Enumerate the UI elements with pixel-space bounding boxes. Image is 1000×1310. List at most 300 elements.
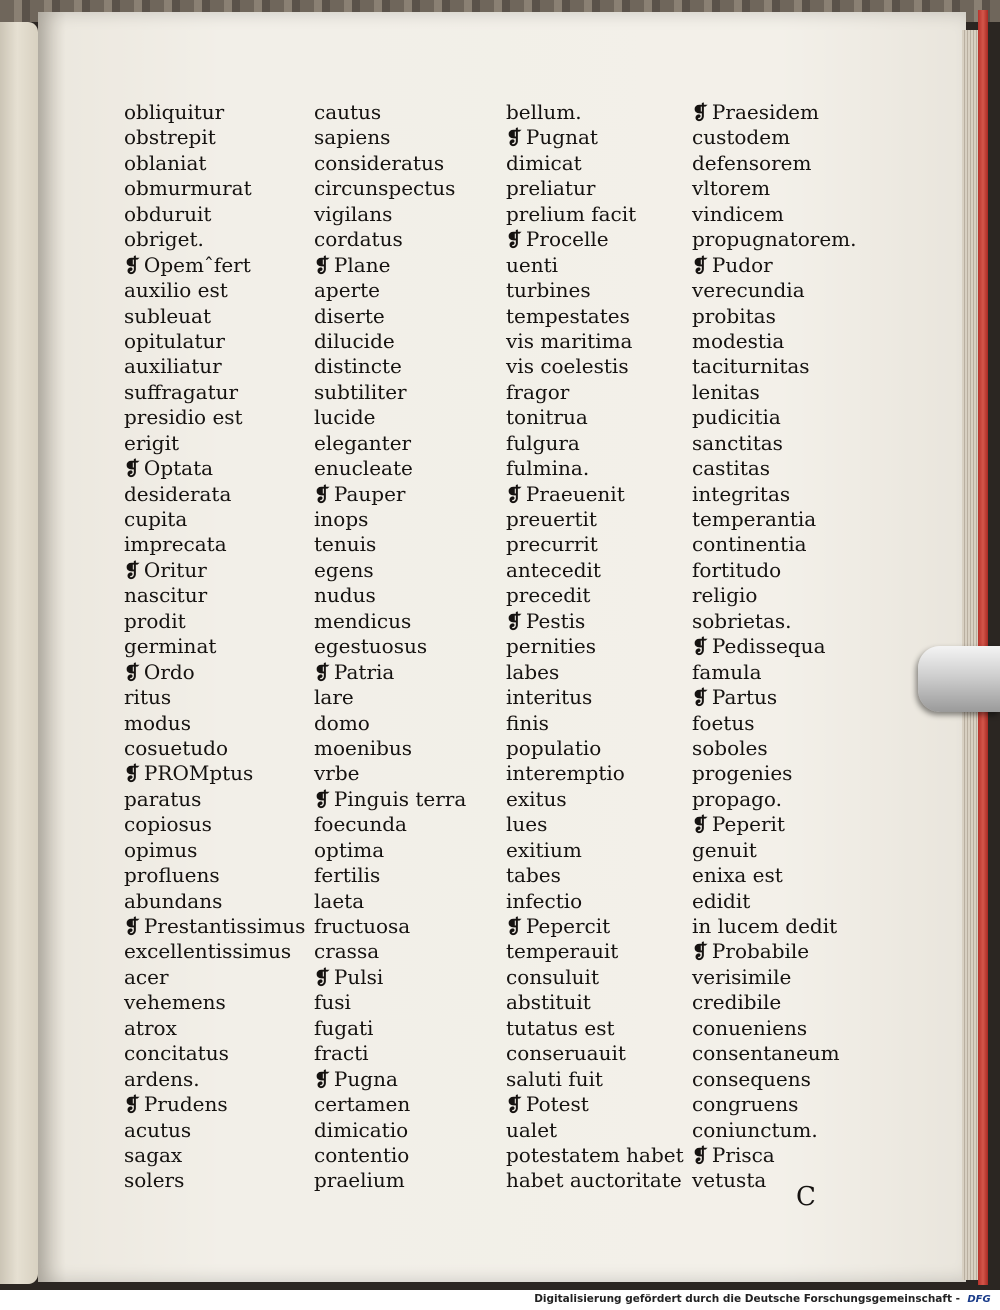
- word-text: populatio: [506, 735, 602, 760]
- word-entry: [124, 787, 305, 812]
- word-text: lues: [506, 812, 548, 837]
- word-text: auxilio est: [124, 278, 228, 303]
- word-text: vltorem: [692, 176, 771, 201]
- heading-entry: [124, 660, 305, 685]
- word-text: foetus: [692, 710, 755, 735]
- word-entry: [692, 863, 857, 888]
- pilcrow-icon: ❡: [692, 636, 708, 659]
- word-entry: [506, 1067, 684, 1092]
- word-entry: [692, 558, 857, 583]
- word-text: obliquitur: [124, 100, 225, 124]
- word-text: foecunda: [314, 812, 407, 837]
- word-entry: [506, 329, 684, 354]
- heading-entry: [506, 914, 684, 939]
- word-entry: [692, 354, 857, 379]
- word-text: preuertit: [506, 507, 597, 531]
- word-text: inops: [314, 507, 369, 531]
- word-text: obmurmurat: [124, 176, 252, 201]
- word-text: pudicitia: [692, 405, 781, 430]
- word-entry: [314, 1118, 466, 1143]
- word-entry: [506, 304, 684, 329]
- word-entry: [692, 532, 857, 557]
- word-entry: [692, 711, 857, 736]
- word-text: fusi: [314, 990, 351, 1015]
- word-entry: [314, 507, 466, 532]
- word-text: fracti: [314, 1041, 369, 1066]
- word-entry: [314, 227, 466, 252]
- pilcrow-icon: ❡: [506, 229, 522, 252]
- word-text: fragor: [506, 379, 570, 404]
- word-entry: [506, 405, 684, 430]
- word-entry: [692, 914, 857, 939]
- word-entry: [314, 1143, 466, 1168]
- word-entry: [124, 889, 305, 914]
- word-entry: [506, 685, 684, 710]
- word-text: cautus: [314, 100, 382, 124]
- word-text: consideratus: [314, 150, 445, 175]
- pilcrow-icon: ❡: [314, 788, 330, 811]
- word-entry: [124, 838, 305, 863]
- dfg-logo-icon: DFG: [964, 1293, 994, 1306]
- pilcrow-icon: ❡: [124, 661, 140, 684]
- pilcrow-icon: ❡: [506, 1094, 522, 1117]
- word-entry: [124, 1168, 305, 1193]
- word-entry: [506, 431, 684, 456]
- word-text: suffragatur: [124, 379, 239, 404]
- word-entry: [124, 151, 305, 176]
- word-entry: [692, 380, 857, 405]
- word-text: concitatus: [124, 1041, 229, 1066]
- word-entry: [692, 1016, 857, 1041]
- signature-mark: C: [796, 1182, 816, 1212]
- word-text: domo: [314, 710, 370, 735]
- word-text: exitus: [506, 786, 567, 811]
- heading-entry: [124, 1092, 305, 1117]
- word-entry: [124, 609, 305, 634]
- heading-entry: [314, 660, 466, 685]
- word-text: Optata: [143, 456, 214, 481]
- word-text: preliatur: [506, 176, 596, 201]
- word-text: verisimile: [692, 964, 792, 989]
- word-entry: [692, 202, 857, 227]
- word-text: exitium: [506, 837, 582, 862]
- word-entry: [506, 558, 684, 583]
- word-text: distincte: [314, 354, 402, 379]
- word-text: obstrepit: [124, 125, 216, 150]
- word-entry: [692, 583, 857, 608]
- word-entry: [124, 100, 305, 125]
- word-text: Plane: [333, 252, 391, 277]
- word-text: propago.: [692, 786, 782, 811]
- word-text: nudus: [314, 583, 376, 608]
- pilcrow-icon: ❡: [124, 763, 140, 786]
- heading-entry: [692, 1143, 857, 1168]
- word-entry: [124, 939, 305, 964]
- word-entry: [506, 1016, 684, 1041]
- pilcrow-icon: ❡: [692, 941, 708, 964]
- heading-entry: [692, 253, 857, 278]
- word-text: vis maritima: [506, 328, 633, 353]
- word-entry: [314, 939, 466, 964]
- word-text: precurrit: [506, 532, 598, 557]
- word-text: genuit: [692, 837, 757, 862]
- word-text: sanctitas: [692, 430, 783, 455]
- word-text: Pugna: [333, 1066, 398, 1091]
- word-entry: [692, 1041, 857, 1066]
- word-text: subleuat: [124, 303, 212, 328]
- word-entry: [124, 863, 305, 888]
- word-entry: [124, 532, 305, 557]
- word-text: vrbe: [314, 761, 360, 786]
- word-text: Pestis: [525, 608, 586, 633]
- word-entry: [692, 329, 857, 354]
- word-entry: [314, 889, 466, 914]
- word-text: Pudor: [711, 252, 773, 277]
- word-entry: [124, 634, 305, 659]
- word-column-2: [314, 100, 466, 1194]
- word-text: Probabile: [711, 939, 810, 964]
- word-text: habet auctoritate: [506, 1168, 682, 1193]
- word-entry: [692, 965, 857, 990]
- word-text: verecundia: [692, 278, 805, 303]
- word-text: saluti fuit: [506, 1066, 603, 1091]
- word-text: Peperit: [711, 812, 785, 837]
- word-text: Procelle: [525, 227, 609, 252]
- heading-entry: [314, 482, 466, 507]
- heading-entry: [692, 634, 857, 659]
- word-entry: [506, 660, 684, 685]
- word-text: Pedissequa: [711, 634, 826, 659]
- word-column-3: [506, 100, 684, 1194]
- word-text: potestatem habet: [506, 1142, 684, 1167]
- word-text: lucide: [314, 405, 376, 430]
- word-entry: [314, 202, 466, 227]
- word-text: auxiliatur: [124, 354, 222, 379]
- heading-entry: [692, 100, 857, 125]
- pilcrow-icon: ❡: [314, 483, 330, 506]
- word-text: profluens: [124, 863, 220, 888]
- word-text: cupita: [124, 507, 188, 531]
- word-text: propugnatorem.: [692, 227, 857, 252]
- word-entry: [124, 990, 305, 1015]
- word-text: egestuosus: [314, 634, 428, 659]
- word-text: sagax: [124, 1142, 183, 1167]
- word-text: infectio: [506, 888, 583, 913]
- word-entry: [124, 736, 305, 761]
- word-entry: [506, 939, 684, 964]
- word-entry: [692, 838, 857, 863]
- word-text: custodem: [692, 125, 791, 150]
- word-text: diserte: [314, 303, 385, 328]
- word-entry: [124, 1016, 305, 1041]
- heading-entry: [124, 253, 305, 278]
- word-text: fulgura: [506, 430, 580, 455]
- word-text: cosuetudo: [124, 735, 228, 760]
- word-text: dimicatio: [314, 1117, 409, 1142]
- word-text: circunspectus: [314, 176, 456, 201]
- word-entry: [506, 202, 684, 227]
- word-text: coniunctum.: [692, 1117, 818, 1142]
- word-text: oblaniat: [124, 150, 207, 175]
- facing-page-edge: [0, 22, 38, 1284]
- word-text: egens: [314, 557, 374, 582]
- word-entry: [124, 329, 305, 354]
- word-entry: [692, 736, 857, 761]
- word-text: lare: [314, 685, 354, 710]
- heading-entry: [314, 253, 466, 278]
- pilcrow-icon: ❡: [124, 254, 140, 277]
- word-entry: [314, 761, 466, 786]
- word-text: desiderata: [124, 481, 232, 506]
- word-text: crassa: [314, 939, 380, 964]
- word-text: copiosus: [124, 812, 212, 837]
- word-entry: [124, 354, 305, 379]
- word-text: presidio est: [124, 405, 243, 430]
- word-entry: [506, 736, 684, 761]
- pilcrow-icon: ❡: [124, 916, 140, 938]
- word-text: temperauit: [506, 939, 619, 964]
- heading-entry: [506, 482, 684, 507]
- word-entry: [124, 685, 305, 710]
- word-entry: [314, 151, 466, 176]
- word-entry: [314, 736, 466, 761]
- word-entry: [506, 965, 684, 990]
- pilcrow-icon: ❡: [692, 254, 708, 277]
- word-entry: [506, 787, 684, 812]
- word-entry: [506, 507, 684, 532]
- word-text: Pauper: [333, 481, 406, 506]
- pilcrow-icon: ❡: [314, 966, 330, 989]
- word-text: eleganter: [314, 430, 412, 455]
- page-clamp: [918, 646, 1000, 712]
- word-entry: [506, 151, 684, 176]
- word-text: prodit: [124, 608, 186, 633]
- heading-entry: [506, 1092, 684, 1117]
- pilcrow-icon: ❡: [506, 127, 522, 150]
- pilcrow-icon: ❡: [692, 814, 708, 837]
- word-text: imprecata: [124, 532, 227, 557]
- word-text: uenti: [506, 252, 559, 277]
- word-text: Potest: [525, 1092, 589, 1117]
- footer-credit: Digitalisierung gefördert durch die Deutsche Forschungsgemeinschaft -: [534, 1293, 960, 1305]
- word-entry: [692, 456, 857, 481]
- word-entry: [124, 1143, 305, 1168]
- word-text: famula: [692, 659, 762, 684]
- word-text: erigit: [124, 430, 180, 455]
- word-text: dimicat: [506, 150, 582, 175]
- word-entry: [124, 711, 305, 736]
- pilcrow-icon: ❡: [124, 458, 140, 481]
- word-entry: [124, 380, 305, 405]
- word-entry: [314, 711, 466, 736]
- word-text: consuluit: [506, 964, 599, 989]
- word-text: congruens: [692, 1092, 799, 1117]
- word-text: taciturnitas: [692, 354, 810, 379]
- word-entry: [506, 176, 684, 201]
- word-entry: [314, 990, 466, 1015]
- word-entry: [506, 583, 684, 608]
- word-entry: [314, 812, 466, 837]
- word-entry: [692, 1118, 857, 1143]
- word-text: tutatus est: [506, 1015, 615, 1040]
- word-entry: [506, 380, 684, 405]
- pilcrow-icon: ❡: [506, 483, 522, 506]
- word-entry: [124, 278, 305, 303]
- word-text: atrox: [124, 1015, 177, 1040]
- word-text: tonitrua: [506, 405, 588, 430]
- word-text: laeta: [314, 888, 365, 913]
- word-entry: [506, 634, 684, 659]
- word-entry: [314, 863, 466, 888]
- pilcrow-icon: ❡: [124, 1094, 140, 1117]
- word-entry: [692, 482, 857, 507]
- word-text: Pinguis terra: [333, 786, 467, 811]
- word-entry: [692, 609, 857, 634]
- word-entry: [506, 1041, 684, 1066]
- pilcrow-icon: ❡: [692, 102, 708, 124]
- word-entry: [692, 405, 857, 430]
- word-entry: [692, 1092, 857, 1117]
- word-entry: [314, 380, 466, 405]
- word-entry: [692, 151, 857, 176]
- word-text: excellentissimus: [124, 939, 292, 964]
- heading-entry: [314, 787, 466, 812]
- word-entry: [314, 914, 466, 939]
- word-text: enixa est: [692, 863, 783, 888]
- word-text: fugati: [314, 1015, 374, 1040]
- word-text: opitulatur: [124, 328, 225, 353]
- word-entry: [692, 889, 857, 914]
- word-column-4: [692, 100, 857, 1194]
- word-entry: [506, 278, 684, 303]
- heading-entry: [506, 227, 684, 252]
- word-entry: [692, 278, 857, 303]
- heading-entry: [692, 939, 857, 964]
- pilcrow-icon: ❡: [314, 1068, 330, 1091]
- word-entry: [506, 1118, 684, 1143]
- word-entry: [314, 558, 466, 583]
- word-text: integritas: [692, 481, 791, 506]
- word-text: mendicus: [314, 608, 412, 633]
- word-text: cordatus: [314, 227, 403, 252]
- word-entry: [124, 1067, 305, 1092]
- word-text: PROMptus: [143, 761, 254, 786]
- pilcrow-icon: ❡: [692, 1144, 708, 1167]
- word-entry: [506, 990, 684, 1015]
- word-entry: [506, 354, 684, 379]
- pilcrow-icon: ❡: [692, 687, 708, 710]
- word-entry: [314, 1168, 466, 1193]
- word-entry: [314, 278, 466, 303]
- word-text: paratus: [124, 786, 202, 811]
- word-entry: [124, 1118, 305, 1143]
- word-entry: [314, 176, 466, 201]
- word-text: interemptio: [506, 761, 625, 786]
- word-text: modestia: [692, 328, 785, 353]
- word-text: consequens: [692, 1066, 811, 1091]
- word-text: finis: [506, 710, 549, 735]
- word-entry: [692, 125, 857, 150]
- word-text: Prestantissimus: [143, 914, 306, 938]
- word-text: abstituit: [506, 990, 591, 1015]
- word-entry: [314, 1016, 466, 1041]
- word-text: opimus: [124, 837, 198, 862]
- word-entry: [314, 1092, 466, 1117]
- word-entry: [506, 532, 684, 557]
- word-entry: [314, 431, 466, 456]
- word-text: credibile: [692, 990, 782, 1015]
- word-text: aperte: [314, 278, 380, 303]
- word-text: ritus: [124, 685, 172, 710]
- word-entry: [506, 812, 684, 837]
- word-entry: [124, 227, 305, 252]
- word-entry: [692, 304, 857, 329]
- word-text: tempestates: [506, 303, 630, 328]
- word-entry: [124, 1041, 305, 1066]
- word-text: vis coelestis: [506, 354, 629, 379]
- word-text: castitas: [692, 456, 771, 481]
- word-entry: [692, 431, 857, 456]
- word-text: enucleate: [314, 456, 413, 481]
- word-text: Prisca: [711, 1142, 775, 1167]
- word-text: Partus: [711, 685, 778, 710]
- word-entry: [314, 100, 466, 125]
- word-entry: [692, 176, 857, 201]
- word-text: religio: [692, 583, 758, 608]
- word-text: vehemens: [124, 990, 226, 1015]
- word-text: interitus: [506, 685, 593, 710]
- word-entry: [506, 456, 684, 481]
- word-text: Praesidem: [711, 100, 819, 124]
- word-entry: [506, 1143, 684, 1168]
- word-text: moenibus: [314, 735, 413, 760]
- word-text: tabes: [506, 863, 561, 888]
- word-text: soboles: [692, 735, 768, 760]
- word-text: edidit: [692, 888, 751, 913]
- word-entry: [692, 507, 857, 532]
- word-text: Prudens: [143, 1092, 228, 1117]
- word-text: fertilis: [314, 863, 381, 888]
- word-text: obriget.: [124, 227, 204, 252]
- heading-entry: [124, 914, 305, 939]
- pilcrow-icon: ❡: [124, 559, 140, 582]
- word-text: praelium: [314, 1168, 405, 1193]
- word-entry: [124, 482, 305, 507]
- word-entry: [314, 354, 466, 379]
- word-text: defensorem: [692, 150, 812, 175]
- word-text: Praeuenit: [525, 481, 625, 506]
- word-entry: [314, 609, 466, 634]
- word-text: Pepercit: [525, 914, 611, 938]
- word-text: turbines: [506, 278, 591, 303]
- word-entry: [314, 405, 466, 430]
- word-entry: [692, 227, 857, 252]
- word-text: vigilans: [314, 201, 393, 226]
- word-text: sobrietas.: [692, 608, 792, 633]
- word-text: fortitudo: [692, 557, 782, 582]
- word-entry: [314, 685, 466, 710]
- word-text: bellum.: [506, 100, 582, 124]
- word-text: ardens.: [124, 1066, 200, 1091]
- word-entry: [124, 125, 305, 150]
- word-entry: [692, 761, 857, 786]
- heading-entry: [506, 125, 684, 150]
- pilcrow-icon: ❡: [506, 916, 522, 938]
- word-text: probitas: [692, 303, 776, 328]
- word-entry: [506, 100, 684, 125]
- word-text: germinat: [124, 634, 217, 659]
- word-text: abundans: [124, 888, 223, 913]
